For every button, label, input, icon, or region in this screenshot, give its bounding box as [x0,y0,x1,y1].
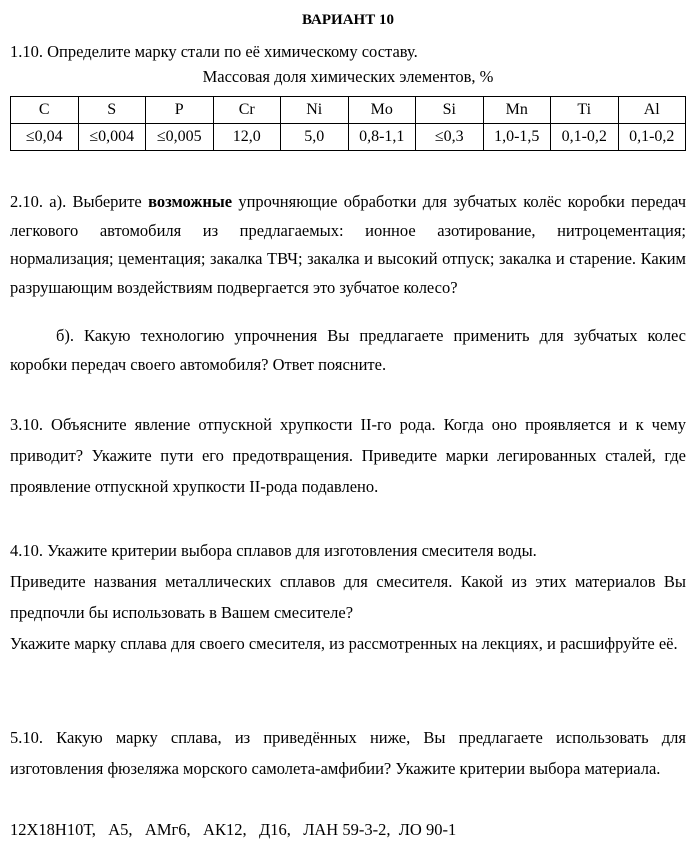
task2a-bold: возможные [148,192,233,211]
task4-line3: Укажите марку сплава для своего смесителя, из рассмотренных на лекциях, и расшифруйте её. [10,634,678,653]
table-cell: 12,0 [213,124,281,151]
composition-table [10,96,686,151]
task2a-rest: упрочняющие обработки для зубчатых колёс коробки передач легкового автомобиля из предлагаемых: ионное азотирование, нитроцементация; нормализация; цементация; закалка ТВЧ; закалка и высокий отпуск; закалка и старение. Каким разрушающим воздействиям подвергается это зубчатое колесо? [10,192,686,297]
table-cell: 0,1-0,2 [618,124,686,151]
task2b-paragraph [10,322,686,379]
task3-paragraph [10,409,686,502]
table-cell: ≤0,004 [78,124,146,151]
table-cell: ≤0,005 [146,124,214,151]
task2a-prefix: 2.10. а). Выберите [10,192,149,211]
alloy-list: 12Х18Н10Т, А5, АМг6, АК12, Д16, ЛАН 59-3-2, ЛО 90-1 [10,820,457,839]
table-caption: Массовая доля химических элементов, % [202,67,494,86]
task2b-text: б). Какую технологию упрочнения Вы предлагаете применить для зубчатых колес коробки передач своего автомобиля? Ответ поясните. [10,326,686,374]
table-cell: 0,8-1,1 [348,124,416,151]
table-header-cell: Mo [348,97,416,124]
table-header-cell: Ni [281,97,349,124]
table-cell: ≤0,3 [416,124,484,151]
table-header-cell: Cr [213,97,281,124]
table-header-cell: Ti [551,97,619,124]
table-row [11,124,686,151]
table-cell: 1,0-1,5 [483,124,551,151]
table-cell: 0,1-0,2 [551,124,619,151]
page-title: ВАРИАНТ 10 [302,12,394,28]
table-header-cell: Al [618,97,686,124]
table-header-cell: Si [416,97,484,124]
table-cell: ≤0,04 [11,124,79,151]
task3-text: 3.10. Объясните явление отпускной хрупкости II-го рода. Когда оно проявляется и к чему приводит? Укажите пути его предотвращения. Приведите марки легированных сталей, где проявление отпускной хрупкости II-рода подавлено. [10,415,686,496]
task5-text: 5.10. Какую марку сплава, из приведённых ниже, Вы предлагаете использовать для изготовления фюзеляжа морского самолета-амфибии? Укажите критерии выбора материала. [10,728,686,778]
task5-paragraph [10,722,686,784]
table-header-row [11,97,686,124]
table-header-cell: P [146,97,214,124]
task1-text: 1.10. Определите марку стали по её химическому составу. [10,42,418,61]
task4-line2: Приведите названия металлических сплавов для смесителя. Какой из этих материалов Вы предпочли бы использовать в Вашем смесителе? [10,572,686,622]
table-header-cell: C [11,97,79,124]
table-header-cell: S [78,97,146,124]
task2a-paragraph [10,188,686,302]
table-header-cell: Mn [483,97,551,124]
table-cell: 5,0 [281,124,349,151]
task4-line1: 4.10. Укажите критерии выбора сплавов для изготовления смесителя воды. [10,541,537,560]
task4-paragraph [10,535,686,659]
